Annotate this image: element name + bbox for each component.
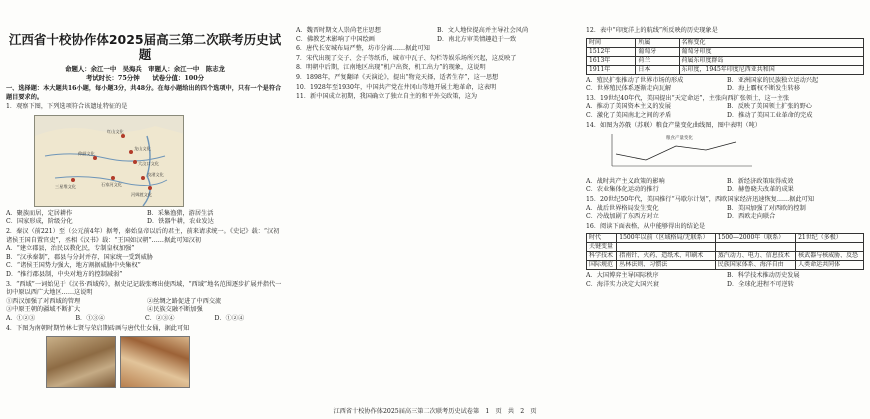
table-cell: 丛林法则、习惯法 <box>617 261 715 270</box>
question-stem: 9．1898年，严复翻译《天演论》，提出“物竞天择，适者生存”，这一思想 <box>296 73 499 81</box>
question-15 <box>586 196 864 222</box>
table-cell: 葡萄牙印度 <box>679 47 863 56</box>
statement: ①西汉加强了对西域的管理 <box>6 297 81 305</box>
option-d: D．南北方审美情趣趋于一致 <box>437 35 517 43</box>
table-row <box>587 47 864 56</box>
question-8 <box>296 64 574 73</box>
option-d: D．铁器牛耕，农业发达 <box>147 218 214 226</box>
page-footer: 江西省十校协作体2025届高三第二次联考历史试卷第 1 页 共 2 页 <box>333 408 537 415</box>
table-cell: 荷兰 <box>636 56 679 65</box>
question-5 <box>296 27 574 44</box>
table-cell: 国际规范 <box>587 261 617 270</box>
option-c: C．海洋实力决定大国兴衰 <box>586 280 659 288</box>
option-b: B．反映了美国领土扩张的野心 <box>727 103 812 111</box>
map-label: 三星堆文化 <box>55 183 76 189</box>
table-cell: 科学技术 <box>587 252 617 261</box>
question-stem: 16．阅读下面表格，从中能够得出的结论是 <box>586 222 706 230</box>
question-14 <box>586 122 864 195</box>
table-header-cell: 时间 <box>587 38 636 47</box>
option-b: B．采集渔猎，游居生活 <box>147 209 214 217</box>
question-options <box>586 272 864 289</box>
statement-list <box>6 298 284 315</box>
table-cell: 指南针、火药、造纸术、印刷术 <box>617 252 715 261</box>
option-d: D．全球化进程不可逆转 <box>727 280 794 288</box>
exam-info-line: 考试时长：75分钟 试卷分值：100分 <box>85 74 205 82</box>
question-options <box>6 210 284 227</box>
question-stem: 12．表中“印度洋上的航线”所反映的历史现象是 <box>586 27 718 34</box>
question-stem: 1．观察下图，下列选项符合该遗址特征的是 <box>6 103 128 111</box>
table-row <box>587 56 864 65</box>
table-header-cell: 1500—2000年（联系） <box>715 234 795 243</box>
option-c: C．农业集体化运动的推行 <box>586 186 659 194</box>
option-a: A．殖民扩张推动了世界市场的形成 <box>586 76 684 84</box>
option-a: A．聚族而居，定居耕作 <box>6 209 73 217</box>
option-c: C．②③④ <box>145 314 175 322</box>
table-cell: 关键变量 <box>587 243 617 252</box>
table-cell: 葡萄牙 <box>636 47 679 56</box>
table-row <box>587 65 864 74</box>
question-options <box>6 315 284 324</box>
question-11 <box>296 93 574 102</box>
table-cell: 1512年 <box>587 47 636 56</box>
question-stem: 14．如图为苏俄（苏联）粮食产量变化曲线图，图中表明（吨） <box>586 121 761 129</box>
table-header-cell: 21世纪（多极） <box>796 234 864 243</box>
question-7 <box>296 55 574 64</box>
map-label: 河姆渡文化 <box>131 191 152 197</box>
question-3 <box>6 281 284 324</box>
question-stem: 8．明朝中后期，江南地区出现“机户出资，机工出力”的现象，这说明 <box>296 64 486 72</box>
chart-caption: 粮食产量变化 <box>666 136 693 142</box>
table-cell <box>617 243 715 252</box>
question-stem: 6．唐代长安城布局严整，坊市分离……据此可知 <box>296 45 430 53</box>
option-d: D．海上霸权不断发生转移 <box>727 85 801 93</box>
question-12 <box>586 27 864 94</box>
question-stem: 2．秦汉（前221）至（公元前4年）据考，秦始皇帝以后的君主，前来请求统一。《史记》载：“汉初诸侯王国自置官吏”，丞相《汉书》载：“王国如汉朝”……据此可知汉初 <box>6 227 280 244</box>
colony-table <box>586 38 864 75</box>
map-label: 大汶口文化 <box>138 160 159 166</box>
option-b: B．美国加强了对西欧的控制 <box>727 204 806 212</box>
exam-title: 江西省十校协作体2025届高三第二次联考历史试题 <box>8 32 282 62</box>
option-a: A．①②③ <box>6 314 36 322</box>
section-heading: 一、选择题：本大题共16小题，每小题3分，共48分。在每小题给出的四个选项中，只有一个是符合题目要求的。 <box>6 85 282 101</box>
table-header-cell: 所属 <box>636 38 679 47</box>
table-cell: 1613年 <box>587 56 636 65</box>
question-13 <box>586 95 864 121</box>
grain-chart-svg <box>606 132 756 172</box>
question-1 <box>6 103 284 227</box>
option-b: B．文人地位提高并主导社会风尚 <box>437 27 529 34</box>
question-stem: 13．19世纪40年代，美国提出“天定命运”，主张向西扩张领土，这一主张 <box>586 94 790 102</box>
question-stem: 15．20世纪50年代，美国推行“马歇尔计划”，西欧国家经济迅速恢复……据此可知 <box>586 195 814 203</box>
statement: ④民族交融不断加强 <box>147 306 203 314</box>
authors-line: 命题人：余江一中 吴海兵 审题人：余江一中 陈志龙 <box>65 65 225 73</box>
table-header-cell: 时代 <box>587 234 617 243</box>
question-6 <box>296 45 574 54</box>
question-line: A．“建立郡县，治民以教化民，专制皇权加强” <box>6 245 135 253</box>
question-stem: 11．新中国成立初期，我国确立了独立自主的和平外交政策，这为 <box>296 93 478 101</box>
map-label: 红山文化 <box>107 128 124 134</box>
table-cell <box>796 243 864 252</box>
option-b: B．①③④ <box>75 314 105 322</box>
option-b: B．亚洲国家的民族独立运动兴起 <box>727 76 819 84</box>
table-row <box>587 243 864 252</box>
column-left <box>6 26 284 398</box>
question-stem: 7．宋代出现了交子、会子等纸币，城市中瓦子、勾栏等娱乐场所兴起，这反映了 <box>296 54 517 62</box>
question-options <box>586 77 864 94</box>
option-c: C．佛教艺术影响了中国绘画 <box>296 35 375 43</box>
option-c: C．冷战加剧了东西方对立 <box>586 213 659 221</box>
table-cell: 荷属东印度群岛 <box>679 56 863 65</box>
map-label: 石家河文化 <box>101 181 122 187</box>
map-label: 龙山文化 <box>134 145 151 151</box>
era-table <box>586 233 864 270</box>
option-d: D．西欧走向联合 <box>727 213 776 221</box>
question-options <box>296 27 574 44</box>
question-options <box>586 103 864 120</box>
table-row <box>587 252 864 261</box>
question-4 <box>6 325 284 389</box>
table-cell: 东印度，1945年印度尼西亚共和国 <box>679 65 863 74</box>
option-d: D．推动了美国工业革命的完成 <box>727 111 813 119</box>
option-a: A．推动了美国资本主义的发展 <box>586 103 671 111</box>
question-options <box>586 205 864 222</box>
table-header-row <box>587 234 864 243</box>
artifact-photos <box>46 336 284 388</box>
table-row <box>587 261 864 270</box>
option-a: A．魏晋时期文人崇尚老庄思想 <box>296 27 381 34</box>
question-10 <box>296 84 574 93</box>
table-cell: 人类命运共同体 <box>796 261 864 270</box>
map-label: 良渚文化 <box>147 171 164 177</box>
statement: ②丝绸之路促进了中西交流 <box>147 297 222 305</box>
map-label: 仰韶文化 <box>78 150 95 156</box>
question-16 <box>586 223 864 290</box>
table-header-cell: 1500年以前（区域格局/无联系） <box>617 234 715 243</box>
question-stem: 10．1928年至1930年，中国共产党在井冈山等地开展土地革命，这表明 <box>296 83 497 91</box>
option-d: D．赫鲁晓夫改革的成果 <box>727 186 794 194</box>
artifact-photo <box>46 336 116 388</box>
question-stem: 3．“西域”一词始见于《汉书·西域传》，据史记记载张骞出使西域，“西域”地名范围逐步扩展并指代一切中原以西广大地区……这说明 <box>6 280 282 297</box>
map-graphic <box>35 116 184 207</box>
table-cell <box>715 243 795 252</box>
table-header-row <box>587 38 864 47</box>
artifact-photo <box>120 336 190 388</box>
culture-map <box>34 115 184 207</box>
column-middle <box>296 26 574 398</box>
option-d: D．①②④ <box>214 314 245 322</box>
option-c: C．国家形成，阶级分化 <box>6 218 73 226</box>
option-c: C．激化了美国南北之间的矛盾 <box>586 111 672 119</box>
table-header-cell: 名称变化 <box>679 38 863 47</box>
question-stem: 4．下图为南朝时期竹林七贤与荣启期砖画与唐代仕女俑，据此可知 <box>6 324 190 332</box>
question-9 <box>296 74 574 83</box>
table-cell: 民族国家体系、海洋自由 <box>715 261 795 270</box>
question-line: C．“诸侯王国势力强大，地方割据威胁中央集权” <box>6 262 141 270</box>
question-line: D．“推行郡县制，中央对地方的控制减弱” <box>6 270 123 278</box>
grain-chart <box>606 132 864 176</box>
option-b: B．新经济政策取得成效 <box>727 177 794 185</box>
table-cell: 核武器与核威胁、反恐 <box>796 252 864 261</box>
question-2 <box>6 228 284 280</box>
option-b: B．科学技术推动历史发展 <box>727 272 800 280</box>
option-c: C．世界殖民体系逐渐走向瓦解 <box>586 85 672 93</box>
question-options <box>586 178 864 195</box>
option-a: A．大国博弈主导国际秩序 <box>586 272 659 280</box>
option-a: A．战时共产主义政策的影响 <box>586 177 665 185</box>
option-a: A．战后世界格局发生变化 <box>586 204 659 212</box>
table-cell: 1911年 <box>587 65 636 74</box>
table-cell: 日本 <box>636 65 679 74</box>
table-cell: 蒸汽动力、电力、信息技术 <box>715 252 795 261</box>
column-right <box>586 26 864 398</box>
question-line: B．“汉承秦制”，郡县与分封并存，国家统一受到威胁 <box>6 253 153 261</box>
statement: ③中原王朝的疆域不断扩大 <box>6 306 81 314</box>
